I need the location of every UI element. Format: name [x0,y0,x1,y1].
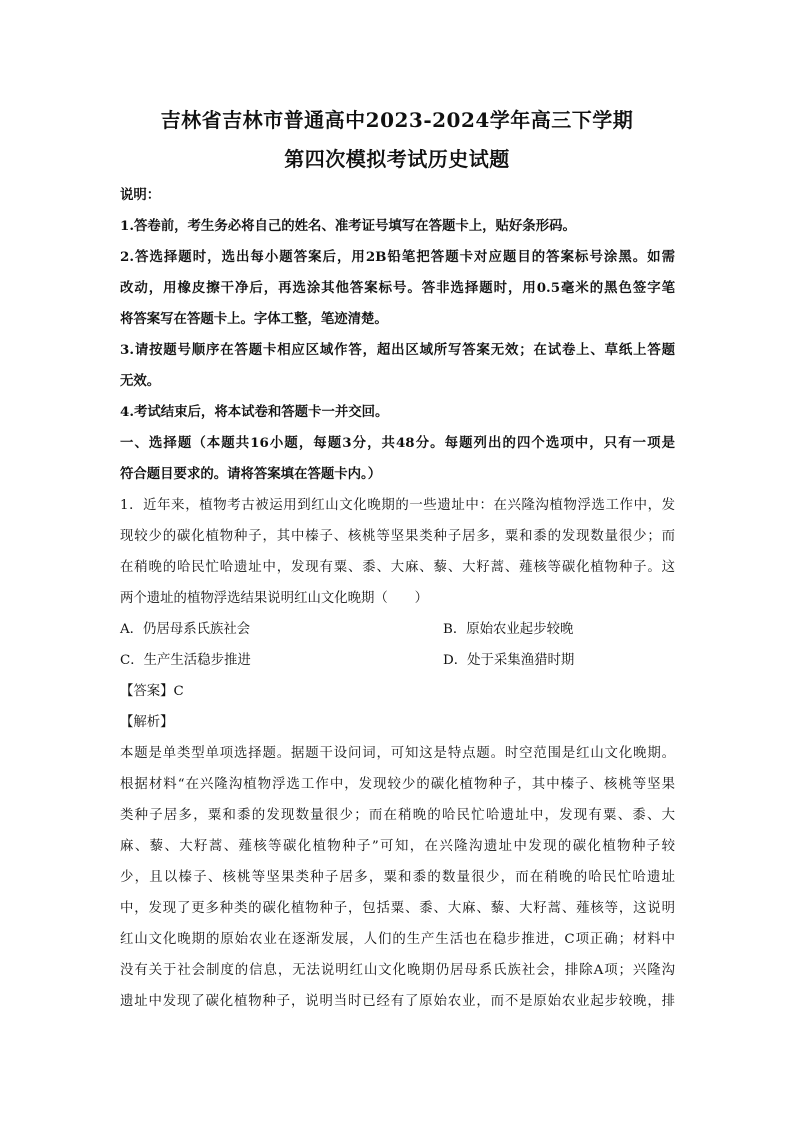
analysis-line-5: 少，且以榛子、核桃等坚果类种子居多，粟和黍的数量很少，而在稍晚的哈民忙哈遗址 [120,870,675,885]
instruction-item-2-cont: 改动，用橡皮擦干净后，再选涂其他答案标号。答非选择题时，用0.5毫米的黑色签字笔 [120,280,675,296]
exam-title-line-1: 吉林省吉林市普通高中2023-2024学年高三下学期 [160,108,634,132]
question-1-stem-line-4: 两个遗址的植物浮选结果说明红山文化晚期（ ） [120,591,428,606]
section-heading: 一、选择题（本题共16小题，每题3分，共48分。每题列出的四个选项中，只有一项是 [120,435,675,451]
instruction-item-1: 1.答卷前，考生务必将自己的姓名、准考证号填写在答题卡上，贴好条形码。 [120,218,576,234]
instruction-item-3-end: 无效。 [120,373,161,389]
question-1-stem-line-1: 1．近年来，植物考古被运用到红山文化晚期的一些遗址中：在兴隆沟植物浮选工作中，发 [120,498,675,513]
analysis-line-2: 根据材料“在兴隆沟植物浮选工作中，发现较少的碳化植物种子，其中榛子、核桃等坚果 [120,777,675,792]
analysis-line-4: 麻、藜、大籽蒿、薤核等碳化植物种子”可知，在兴隆沟遗址中发现的碳化植物种子较 [120,839,675,854]
answer-label: 【答案】C [120,684,184,699]
exam-body [120,180,675,1017]
option-a: A．仍居母系氏族社会 [120,622,251,637]
instruction-item-4: 4.考试结束后，将本试卷和答题卡一并交回。 [120,404,389,420]
analysis-label: 【解析】 [120,715,174,730]
option-b: B．原始农业起步较晚 [443,622,574,637]
analysis-line-9: 遗址中发现了碳化植物种子，说明当时已经有了原始农业，而不是原始农业起步较晚，排 [120,994,675,1009]
question-1-stem-line-2: 现较少的碳化植物种子，其中榛子、核桃等坚果类种子居多，粟和黍的发现数量很少；而 [120,529,675,544]
analysis-line-1: 本题是单类型单项选择题。据题干设问词，可知这是特点题。时空范围是红山文化晚期。 [120,746,675,761]
instruction-item-3: 3.请按题号顺序在答题卡相应区域作答，超出区域所写答案无效；在试卷上、草纸上答题 [120,342,675,358]
analysis-line-7: 红山文化晚期的原始农业在逐渐发展，人们的生产生活也在稳步推进，C项正确；材料中 [120,932,675,947]
analysis-line-8: 没有关于社会制度的信息，无法说明红山文化晚期仍居母系氏族社会，排除A项；兴隆沟 [120,963,675,978]
option-d: D．处于采集渔猎时期 [443,653,575,668]
instructions-heading: 说明： [120,187,161,203]
exam-title-line-2: 第四次模拟考试历史试题 [284,147,510,171]
question-1-stem-line-3: 在稍晚的哈民忙哈遗址中，发现有粟、黍、大麻、藜、大籽蒿、薤核等碳化植物种子。这 [120,560,675,575]
options-row-cd [120,645,675,676]
options-row-ab [120,614,675,645]
section-heading-cont: 符合题目要求的。请将答案填在答题卡内。） [120,466,382,482]
instruction-item-2: 2.答选择题时，选出每小题答案后，用2B铅笔把答题卡对应题目的答案标号涂黑。如需 [120,249,675,265]
option-c: C．生产生活稳步推进 [120,653,251,668]
instruction-item-2-end: 将答案写在答题卡上。字体工整，笔迹清楚。 [120,311,388,327]
analysis-line-6: 中，发现了更多种类的碳化植物种子，包括粟、黍、大麻、藜、大籽蒿、薤核等，这说明 [120,901,675,916]
analysis-line-3: 类种子居多，粟和黍的发现数量很少；而在稍晚的哈民忙哈遗址中，发现有粟、黍、大 [120,808,675,823]
